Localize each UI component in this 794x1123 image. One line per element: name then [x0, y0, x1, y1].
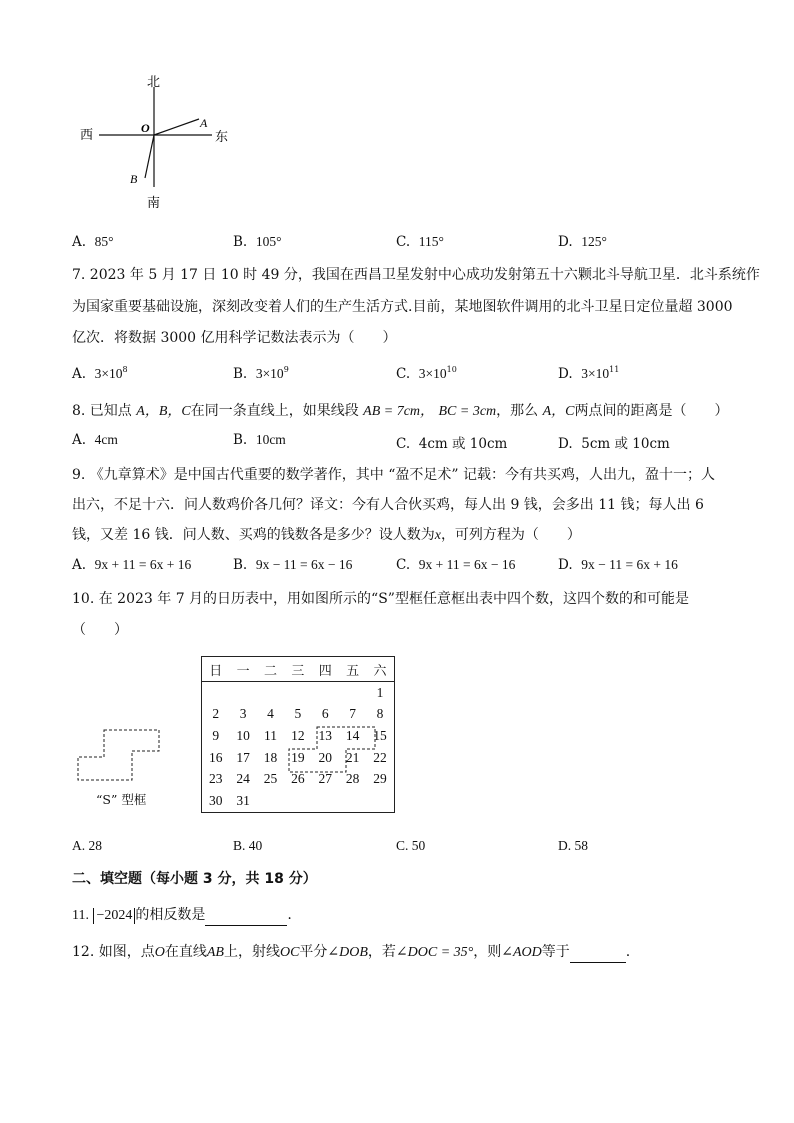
label-a: A [200, 116, 208, 130]
q7-line-3: 亿次．将数据 3000 亿用科学记数法表示为（ ） [72, 330, 397, 346]
q8-option-d[interactable]: D. 5cm 或 10cm [558, 436, 670, 452]
calendar-day: 20 [318, 749, 332, 765]
q8-option-a[interactable]: A. 4cm [72, 432, 118, 448]
calendar-day: 25 [263, 771, 278, 787]
ray-ob [145, 135, 154, 178]
label-west: 西 [80, 128, 94, 143]
calendar-day: 6 [321, 706, 329, 722]
calendar-day: 1 [376, 684, 384, 700]
calendar-day [312, 790, 339, 812]
calendar-day [229, 682, 256, 704]
absolute-value: −2024 [93, 908, 135, 924]
label-origin: O [141, 121, 150, 135]
q8-option-c[interactable]: C. 4cm 或 10cm [396, 436, 508, 452]
calendar-header-cell: 三 [284, 657, 311, 682]
calendar-day [312, 682, 339, 704]
label-b: B [130, 172, 138, 186]
calendar-row [202, 704, 395, 726]
q10-option-d[interactable]: D. 58 [558, 838, 588, 853]
calendar-header-cell: 日 [202, 657, 230, 682]
section-2-title: 二、填空题（每小题 3 分，共 18 分） [72, 871, 317, 887]
calendar-day: 5 [294, 706, 302, 722]
q7-line-2: 为国家重要基础设施，深刻改变着人们的生产生活方式.目前，某地图软件调用的北斗卫星日定位量超 3000 [72, 299, 733, 315]
q8-stem: 8. 已知点 A，B，C在同一条直线上，如果线段 AB = 7cm， BC = 3cm，那么 A，C两点间的距离是（ ） [72, 403, 729, 419]
calendar-day: 23 [208, 771, 223, 787]
calendar-s-frame-outline [289, 727, 375, 772]
calendar-row [202, 682, 395, 704]
s-frame-figure [72, 724, 167, 784]
q10-option-c[interactable]: C. 50 [396, 838, 426, 853]
calendar-day: 31 [236, 792, 250, 808]
calendar-header-cell: 六 [366, 657, 394, 682]
label-north: 北 [147, 75, 161, 90]
calendar-day: 15 [373, 727, 387, 743]
q7-line-1: 7. 2023 年 5 月 17 日 10 时 49 分，我国在西昌卫星发射中心成功发射第五十六颗北斗导航卫星．北斗系统作 [72, 267, 760, 283]
q9-option-a[interactable]: A. 9x + 11 = 6x + 16 [72, 557, 192, 573]
calendar-day [339, 682, 366, 704]
calendar-header-row [202, 657, 395, 682]
calendar-day: 22 [373, 749, 387, 765]
s-frame-outline [78, 730, 159, 780]
calendar-header-cell: 二 [257, 657, 284, 682]
calendar-day [257, 790, 284, 812]
calendar-day: 30 [208, 792, 223, 808]
q10-option-a[interactable]: A. 28 [72, 838, 102, 853]
calendar-day: 24 [236, 771, 250, 787]
calendar-day [257, 682, 284, 704]
calendar-day: 16 [208, 749, 223, 765]
q9-line-2: 出六，不足十六．问人数鸡价各几何？译文：今有人合伙买鸡，每人出 9 钱，会多出 11 钱；每人出 6 [72, 497, 704, 513]
calendar-day: 11 [263, 727, 277, 743]
label-east: 东 [215, 130, 229, 145]
calendar-day [284, 790, 311, 812]
label-south: 南 [147, 196, 161, 211]
compass-figure [60, 60, 260, 220]
ray-oa [154, 119, 199, 135]
calendar-day: 28 [345, 771, 360, 787]
calendar-header-cell: 一 [229, 657, 256, 682]
q6-option-c[interactable]: C. 115° [396, 234, 444, 250]
q6-option-a[interactable]: A. 85° [72, 234, 114, 250]
q10-line-2: （ ） [72, 622, 128, 638]
calendar-day: 17 [236, 749, 250, 765]
s-frame-caption: “S” 型框 [96, 792, 147, 807]
q7-option-b[interactable]: B. $3\times 10^9$ [233, 365, 289, 382]
calendar-day: 12 [291, 727, 305, 743]
calendar-day: 14 [345, 727, 360, 743]
calendar-day: 7 [349, 706, 357, 722]
calendar-day [339, 790, 366, 812]
calendar-day: 2 [212, 706, 220, 722]
calendar-day: 13 [318, 727, 332, 743]
q11-stem: 11. −2024 的相反数是 . [72, 904, 292, 926]
q10-option-b[interactable]: B. 40 [233, 838, 263, 853]
q9-option-b[interactable]: B. 9x − 11 = 6x − 16 [233, 557, 353, 573]
calendar-day [202, 682, 230, 704]
calendar-day: 26 [291, 771, 305, 787]
calendar-day: 10 [236, 727, 250, 743]
q12-answer-blank[interactable] [570, 946, 626, 963]
q6-option-d[interactable]: D. 125° [558, 234, 607, 250]
calendar-header-cell: 四 [312, 657, 339, 682]
calendar-row [202, 790, 395, 812]
q10-line-1: 10. 在 2023 年 7 月的日历表中，用如图所示的“S”型框任意框出表中四个数，这四个数的和可能是 [72, 591, 689, 607]
calendar-header-cell: 五 [339, 657, 366, 682]
q9-option-c[interactable]: C. 9x + 11 = 6x − 16 [396, 557, 516, 573]
calendar-day [284, 682, 311, 704]
q9-line-3: 钱，又差 16 钱．问人数、买鸡的钱数各是多少？设人数为x，可列方程为（ ） [72, 527, 581, 543]
calendar-day: 29 [373, 771, 387, 787]
q12-stem: 12. 如图，点O在直线AB上，射线OC平分∠DOB，若∠DOC = 35°，则∠AOD等于 . [72, 941, 630, 963]
calendar-day: 18 [263, 749, 278, 765]
calendar-s-frame [285, 724, 385, 776]
q9-option-d[interactable]: D. 9x − 11 = 6x + 16 [558, 557, 678, 573]
calendar-day: 19 [291, 749, 305, 765]
q11-answer-blank[interactable] [205, 909, 287, 926]
calendar-day: 27 [318, 771, 332, 787]
calendar-day: 8 [376, 706, 384, 722]
q7-option-a[interactable]: A. $3\times 10^8$ [72, 365, 128, 382]
q8-option-b[interactable]: B. 10cm [233, 432, 286, 448]
q9-line-1: 9. 《九章算术》是中国古代重要的数学著作，其中 “盈不足术” 记载：今有共买鸡，人出九，盈十一；人 [72, 467, 716, 483]
q7-option-d[interactable]: D. $3\times 10^{11}$ [558, 365, 620, 382]
calendar-day: 4 [267, 706, 274, 722]
calendar-day [366, 790, 394, 812]
q7-option-c[interactable]: C. $3\times 10^{10}$ [396, 365, 457, 382]
q6-option-b[interactable]: B. 105° [233, 234, 282, 250]
calendar-day: 3 [239, 706, 247, 722]
calendar-day: 21 [345, 749, 360, 765]
calendar-day: 9 [212, 727, 220, 743]
